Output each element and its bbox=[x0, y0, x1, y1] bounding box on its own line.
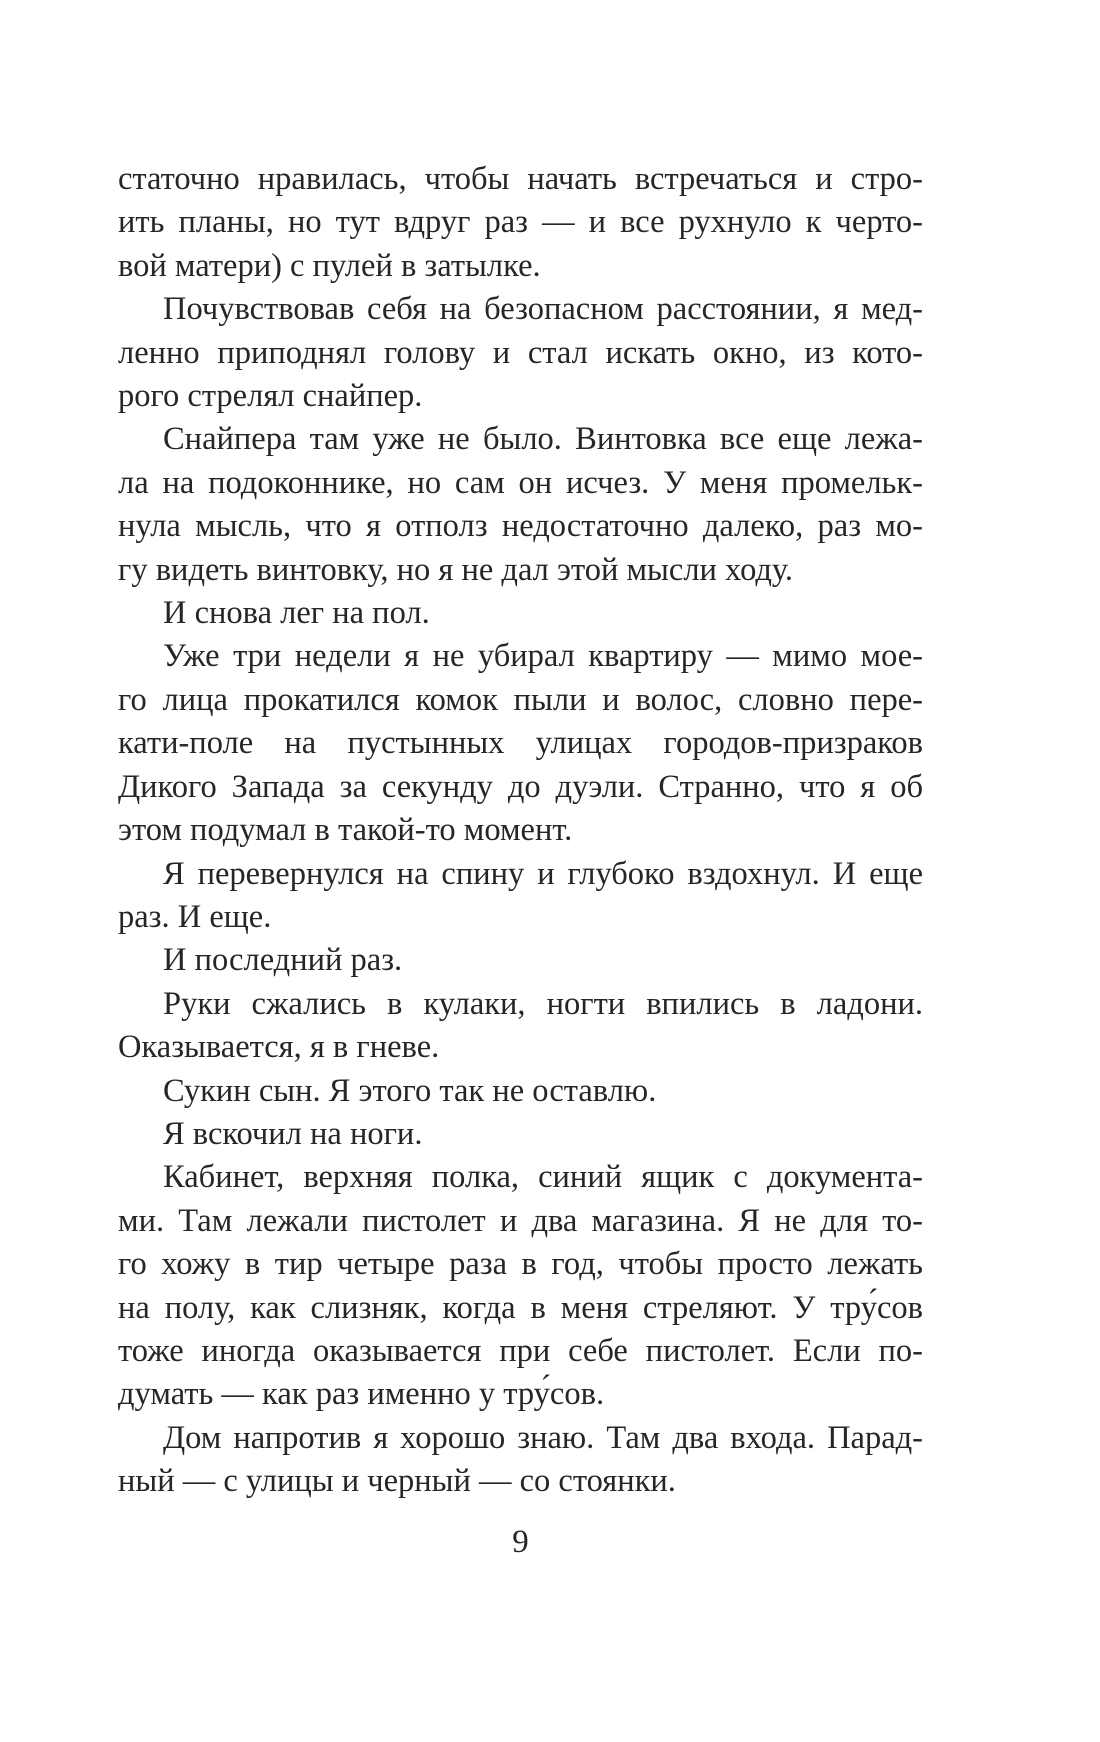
text-line-21: Оказывается, я в гневе. bbox=[118, 1029, 440, 1066]
text-line-19: И последний раз. bbox=[163, 942, 403, 979]
text-line-12: Уже три недели я не убирал квартиру — мимо мое- bbox=[163, 638, 923, 675]
text-line-6: рого стрелял снайпер. bbox=[118, 378, 423, 415]
text-line-8: ла на подоконнике, но сам он исчез. У меня промельк- bbox=[118, 464, 923, 501]
text-line-25: ми. Там лежали пистолет и два магазина. Я не для то- bbox=[118, 1202, 923, 1239]
text-line-18: раз. И еще. bbox=[118, 898, 272, 935]
text-line-13: го лица прокатился комок пыли и волос, словно пере- bbox=[118, 681, 923, 718]
text-line-16: этом подумал в такой-то момент. bbox=[118, 812, 573, 849]
text-line-10: гу видеть винтовку, но я не дал этой мысли ходу. bbox=[118, 551, 794, 588]
text-line-9: нула мысль, что я отполз недостаточно далеко, раз мо- bbox=[118, 508, 923, 545]
text-line-11: И снова лег на пол. bbox=[163, 595, 430, 632]
text-line-14: кати-поле на пустынных улицах городов-призраков bbox=[118, 725, 923, 762]
text-line-23: Я вскочил на ноги. bbox=[163, 1115, 423, 1152]
text-line-22: Сукин сын. Я этого так не оставлю. bbox=[163, 1072, 657, 1109]
text-block bbox=[118, 158, 923, 1504]
text-line-30: Дом напротив я хорошо знаю. Там два входа. Парад- bbox=[163, 1419, 923, 1456]
text-line-31: ный — с улицы и черный — со стоянки. bbox=[118, 1463, 676, 1500]
text-line-5: ленно приподнял голову и стал искать окно, из кото- bbox=[118, 334, 923, 371]
text-line-17: Я перевернулся на спину и глубоко вздохнул. И еще bbox=[163, 855, 923, 892]
text-line-29: думать — как раз именно у тру́сов. bbox=[118, 1376, 605, 1413]
text-line-28: тоже иногда оказывается при себе пистолет. Если по- bbox=[118, 1332, 923, 1369]
text-line-1: статочно нравилась, чтобы начать встречаться и стро- bbox=[118, 161, 923, 197]
text-line-20: Руки сжались в кулаки, ногти впились в ладони. bbox=[163, 985, 923, 1022]
text-line-7: Снайпера там уже не было. Винтовка все еще лежа- bbox=[163, 421, 923, 458]
text-line-4: Почувствовав себя на безопасном расстоянии, я мед- bbox=[163, 291, 923, 328]
text-line-3: вой матери) с пулей в затылке. bbox=[118, 247, 541, 284]
text-line-27: на полу, как слизняк, когда в меня стреляют. У тру́сов bbox=[118, 1289, 923, 1326]
page-number: 9 bbox=[512, 1524, 529, 1560]
text-line-2: ить планы, но тут вдруг раз — и все рухнуло к черто- bbox=[118, 204, 923, 241]
text-line-15: Дикого Запада за секунду до дуэли. Странно, что я об bbox=[118, 768, 923, 805]
text-line-24: Кабинет, верхняя полка, синий ящик с документа- bbox=[163, 1159, 923, 1196]
text-line-26: го хожу в тир четыре раза в год, чтобы просто лежать bbox=[118, 1246, 923, 1283]
